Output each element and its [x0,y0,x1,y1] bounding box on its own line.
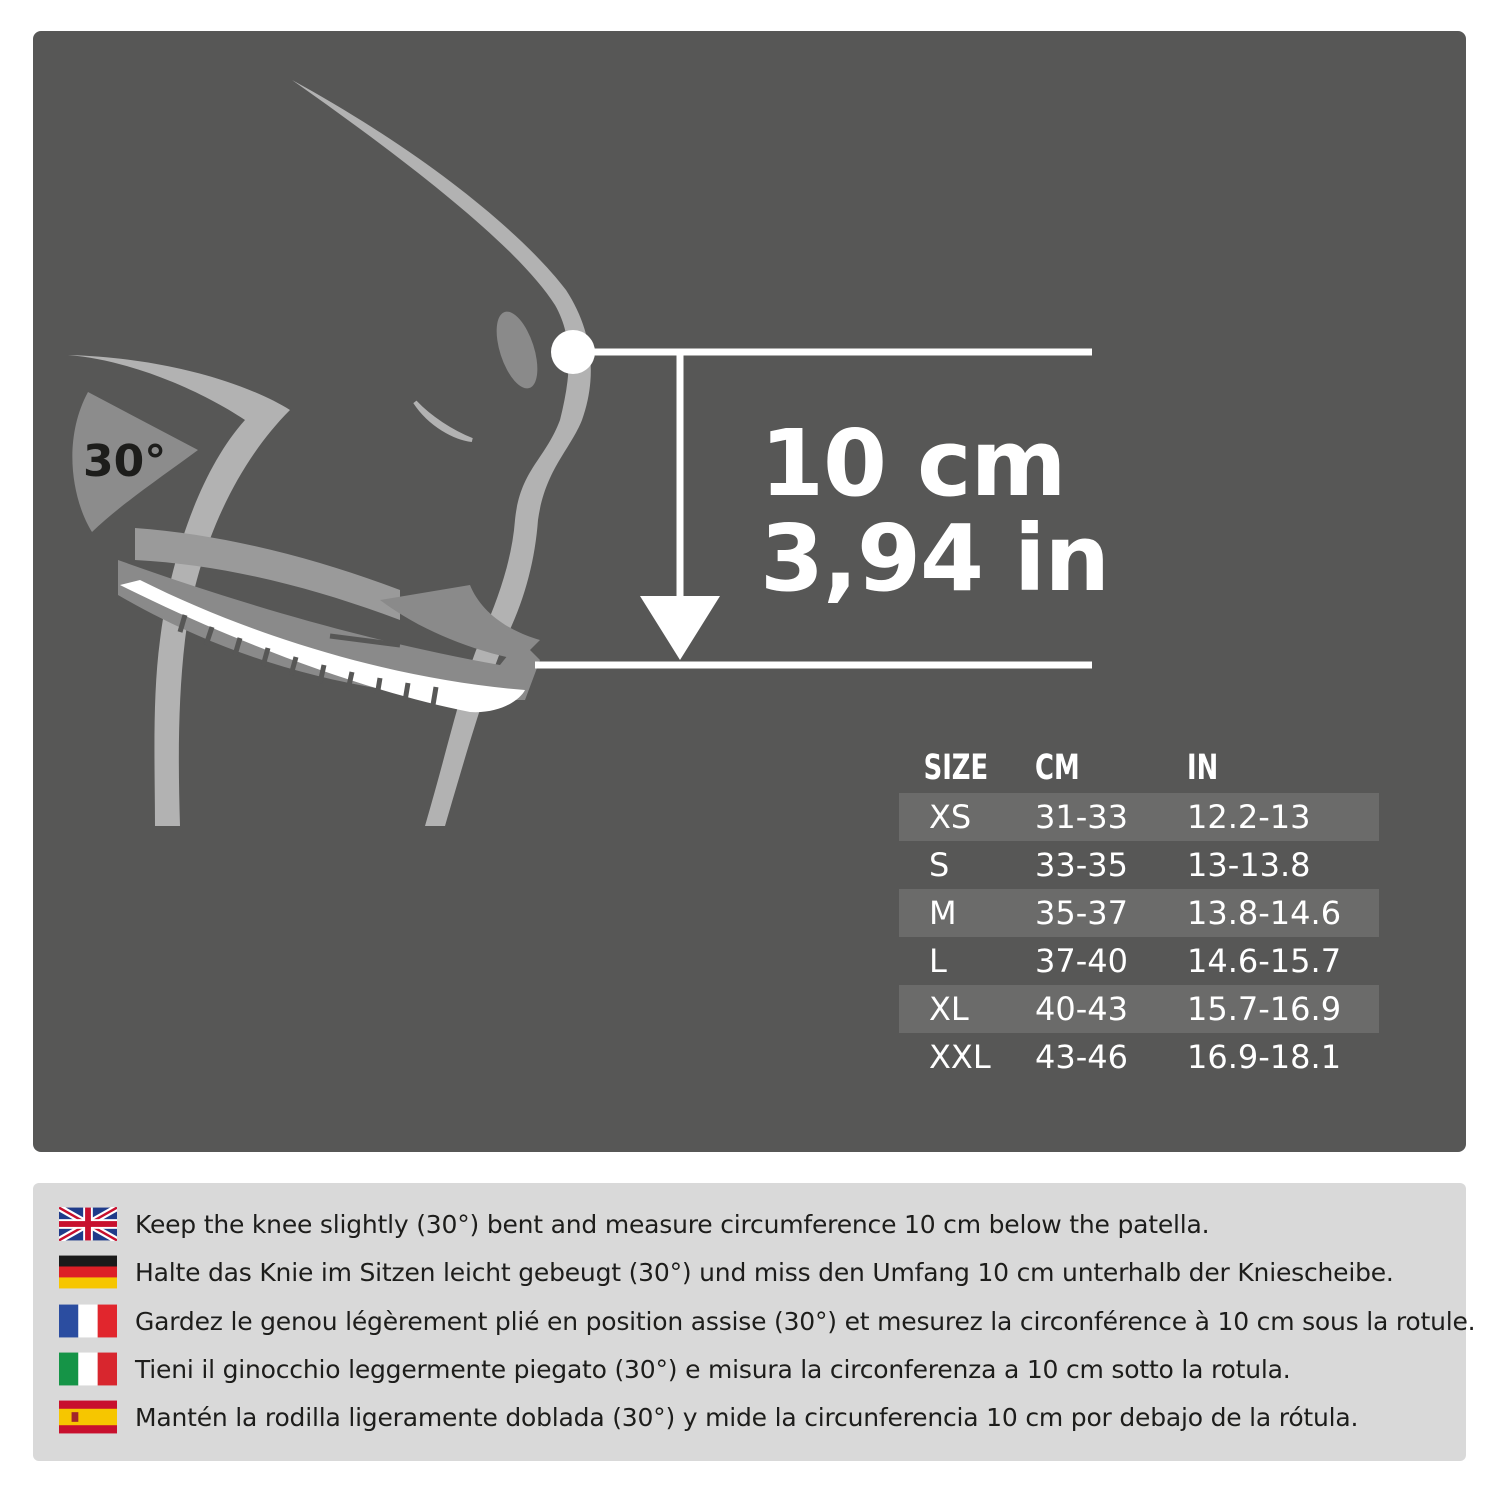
table-row [899,937,1379,985]
cell-in: 16.9-18.1 [1187,1038,1342,1076]
instruction-text-en: Keep the knee slightly (30°) bent and measure circumference 10 cm below the patella. [135,1209,1210,1239]
cell-cm: 33-35 [1035,846,1128,884]
cell-in: 15.7-16.9 [1187,990,1342,1028]
instruction-text-de: Halte das Knie im Sitzen leicht gebeugt (30°) und miss den Umfang 10 cm unterhalb der Kniescheibe. [135,1257,1394,1287]
size-table-header [899,743,1379,793]
size-guide-panel [33,31,1466,1152]
cell-cm: 35-37 [1035,894,1128,932]
instruction-row-fr [59,1299,1475,1343]
cell-cm: 40-43 [1035,990,1128,1028]
cell-size: L [929,942,947,980]
header-size: SIZE [923,748,989,788]
instruction-text-es: Mantén la rodilla ligeramente doblada (30°) y mide la circunferencia 10 cm por debajo de la rótula. [135,1402,1359,1432]
cell-size: XS [929,798,972,836]
france-flag-icon [59,1304,117,1338]
measure-distance-cm: 10 cm [760,410,1066,517]
table-row [899,1033,1379,1081]
distance-arrow-head [640,596,720,660]
cell-cm: 31-33 [1035,798,1128,836]
knee-crease [415,402,472,440]
instruction-row-it [59,1347,1291,1391]
table-row [899,889,1379,937]
instructions-panel [33,1183,1476,1461]
patella-shape [488,307,545,394]
header-cm: CM [1035,748,1080,788]
table-row [899,841,1379,889]
cell-in: 14.6-15.7 [1187,942,1342,980]
table-row [899,985,1379,1033]
measure-distance-in: 3,94 in [760,505,1110,612]
header-in: IN [1187,748,1219,788]
cell-in: 12.2-13 [1187,798,1311,836]
cell-size: M [929,894,957,932]
instruction-text-it: Tieni il ginocchio leggermente piegato (30°) e misura la circonferenza a 10 cm sotto la rotula. [135,1354,1291,1384]
cell-size: XXL [929,1038,991,1076]
cell-size: XL [929,990,969,1028]
instruction-row-es [59,1395,1358,1439]
table-row [899,793,1379,841]
instruction-text-fr: Gardez le genou légèrement plié en position assise (30°) et mesurez la circonférence à 10 cm sous la rotule. [135,1306,1476,1336]
angle-label: 30° [83,436,167,487]
instruction-row-en [59,1202,1209,1246]
instruction-row-de [59,1250,1394,1294]
cell-cm: 43-46 [1035,1038,1128,1076]
cell-size: S [929,846,950,884]
uk-flag-icon [59,1207,117,1241]
cell-in: 13-13.8 [1187,846,1311,884]
spain-flag-icon [59,1400,117,1434]
cell-in: 13.8-14.6 [1187,894,1342,932]
germany-flag-icon [59,1255,117,1289]
size-table [899,743,1379,1081]
cell-cm: 37-40 [1035,942,1128,980]
leg-outline-front [292,80,591,826]
italy-flag-icon [59,1352,117,1386]
